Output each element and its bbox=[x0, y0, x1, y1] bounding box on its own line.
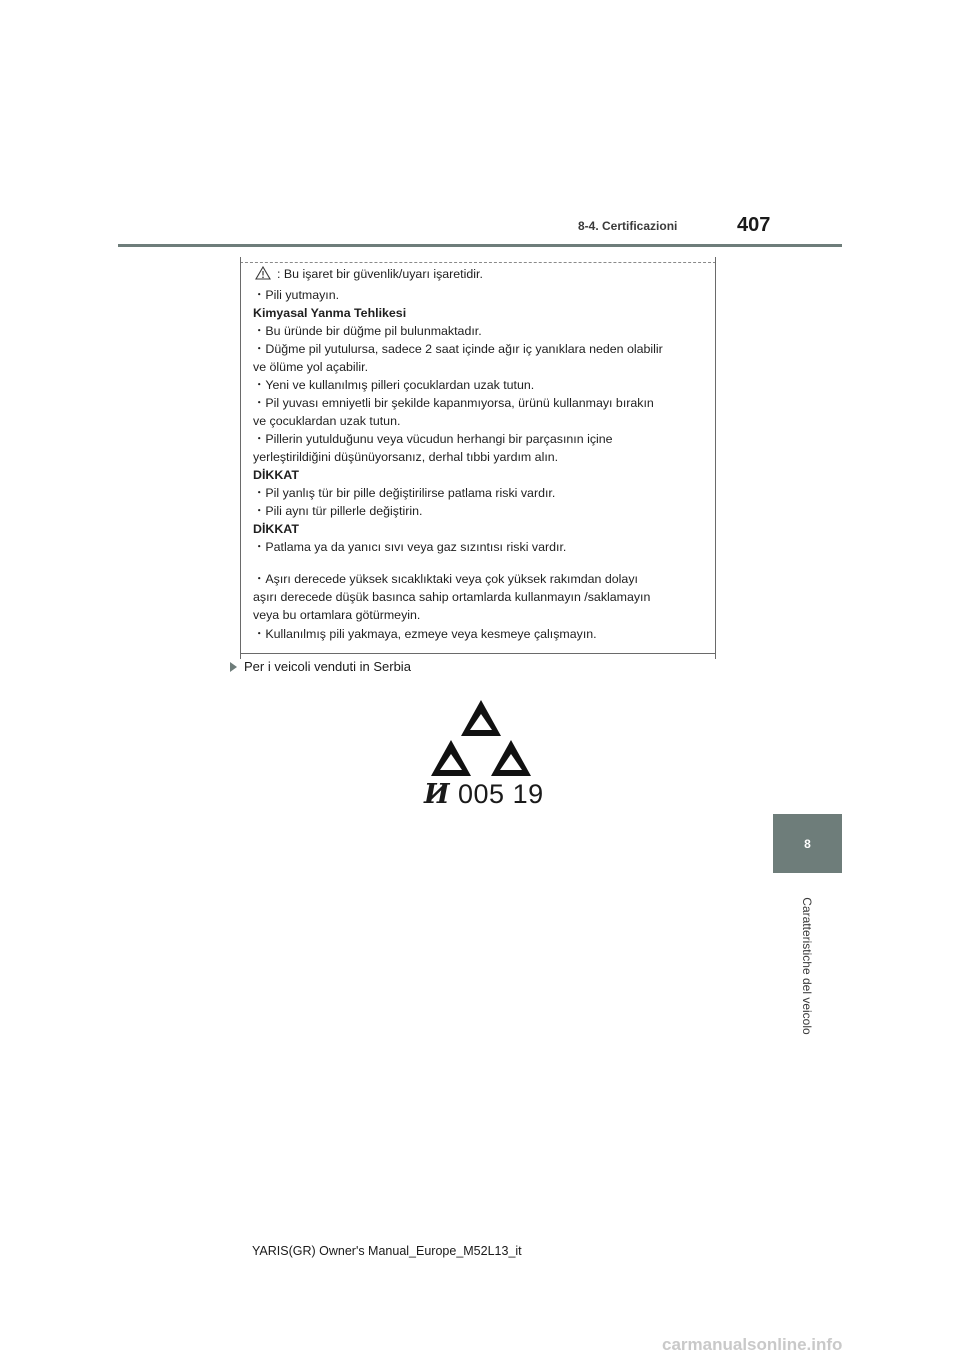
label-line: ・Pili aynı tür pillerle değiştirin. bbox=[253, 504, 423, 518]
label-line: ・Düğme pil yutulursa, sadece 2 saat içinde ağır iç yanıklara neden olabilir bbox=[253, 342, 663, 356]
footer-manual-id: YARIS(GR) Owner's Manual_Europe_M52L13_it bbox=[252, 1244, 522, 1258]
section-title: 8-4. Certificazioni bbox=[578, 219, 678, 233]
label-line: yerleştirildiğini düşünüyorsanız, derhal tıbbi yardım alın. bbox=[253, 450, 559, 464]
label-line: ・Yeni ve kullanılmış pilleri çocuklardan uzak tutun. bbox=[253, 378, 535, 392]
bullet-text: Per i veicoli venduti in Serbia bbox=[244, 659, 411, 674]
watermark: carmanualsonline.info bbox=[662, 1335, 843, 1354]
label-heading: DİKKAT bbox=[253, 522, 299, 536]
chapter-title: Caratteristiche del veicolo bbox=[800, 897, 814, 1035]
certification-prefix: И bbox=[424, 779, 451, 810]
battery-warning-label bbox=[240, 262, 716, 654]
label-line: ・Pili yutmayın. bbox=[253, 288, 340, 302]
bullet-arrow-icon bbox=[230, 662, 237, 672]
label-line: ・Bu üründe bir düğme pil bulunmaktadır. bbox=[253, 324, 482, 338]
label-heading: DİKKAT bbox=[253, 468, 299, 482]
warning-triangle-icon bbox=[255, 266, 271, 284]
header-divider bbox=[118, 244, 842, 247]
label-line: ・Pil yanlış tür bir pille değiştirilirse patlama riski vardır. bbox=[253, 486, 556, 500]
label-line: ・Pil yuvası emniyetli bir şekilde kapanmıyorsa, ürünü kullanmayı bırakın bbox=[253, 396, 654, 410]
label-line: ve çocuklardan uzak tutun. bbox=[253, 414, 401, 428]
page-number: 407 bbox=[737, 214, 771, 236]
label-line: ・Kullanılmış pili yakmaya, ezmeye veya kesmeye çalışmayın. bbox=[253, 627, 597, 641]
certification-code bbox=[424, 779, 544, 810]
certification-number: 005 19 bbox=[458, 779, 544, 809]
label-line: ・Pillerin yutulduğunu veya vücudun herhangi bir parçasının içine bbox=[253, 432, 613, 446]
label-line-safety-mark: : Bu işaret bir güvenlik/uyarı işaretidir. bbox=[253, 266, 483, 284]
label-line: veya bu ortamlara götürmeyin. bbox=[253, 608, 421, 622]
bullet-item-serbia bbox=[230, 659, 411, 674]
label-heading: Kimyasal Yanma Tehlikesi bbox=[253, 306, 407, 320]
label-line: ・Aşırı derecede yüksek sıcaklıktaki veya çok yüksek rakımdan dolayı bbox=[253, 572, 638, 586]
chapter-number: 8 bbox=[804, 836, 811, 851]
label-line: ve ölüme yol açabilir. bbox=[253, 360, 369, 374]
label-line: ・Patlama ya da yanıcı sıvı veya gaz sızıntısı riski vardır. bbox=[253, 540, 567, 554]
label-line: aşırı derecede düşük basınca sahip ortamlarda kullanmayın /saklamayın bbox=[253, 590, 651, 604]
